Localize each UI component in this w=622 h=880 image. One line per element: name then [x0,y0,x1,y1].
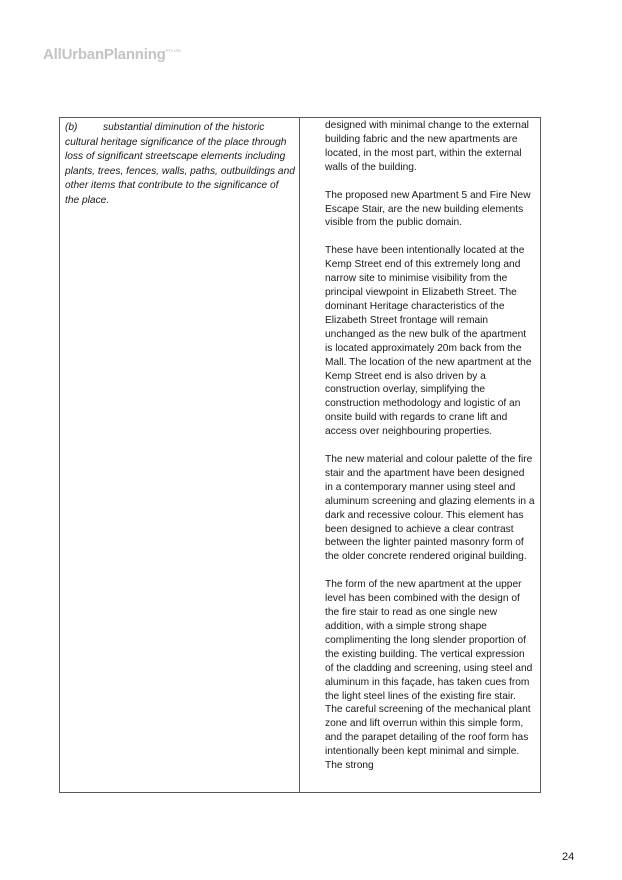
response-paragraph: designed with minimal change to the external building fabric and the new apartments are located, in the most part, within the external walls of the building. [325,120,529,173]
response-paragraph: The proposed new Apartment 5 and Fire New Escape Stair, are the new building elements visible from the public domain. [325,189,531,229]
company-logo [43,46,181,63]
criterion-description: substantial diminution of the historic cultural heritage significance of the place through loss of significant streetscape elements including plants, trees, fences, walls, paths, outbuildings and other items that contribute to the significance of the place. [65,122,295,206]
response-paragraph: These have been intentionally located at the Kemp Street end of this extremely long and narrow site to minimise visibility from the principal viewpoint in Elizabeth Street. The dominant Heritage characteristics of the Elizabeth Street frontage will remain unchanged as the new bulk of the apartment is located approximately 20m back from the Mall. The location of the new apartment at the Kemp Street end is also driven by a construction overlay, simplifying the construction methodology and logistic of an onsite build with regards to crane lift and access over neighbouring properties. [325,245,532,438]
assessment-table [59,117,541,793]
logo-text: AllUrbanPlanning [43,46,166,63]
criterion-cell [60,118,300,792]
page-number: 24 [562,851,575,863]
criterion-text [65,121,295,209]
criterion-marker: (b) [65,122,78,133]
logo-superscript: PTY LTD [165,48,181,53]
response-paragraph: The new material and colour palette of the fire stair and the apartment have been designed in a contemporary manner using steel and aluminum screening and glazing elements in a dark and recessive colour. This element has been designed to achieve a clear contrast between the lighter painted masonry form of the older concrete rendered original building. [325,454,535,563]
response-paragraph: The form of the new apartment at the upper level has been combined with the design of the fire stair to read as one single new addition, with a simple strong shape complimenting the long slender proportion of the existing building. The vertical expression of the cladding and screening, using steel and aluminum in this façade, has taken cues from the light steel lines of the existing fire stair. The careful screening of the mechanical plant zone and lift overrun within this simple form, and the parapet detailing of the roof form has intentionally been kept minimal and simple. The strong [325,579,533,772]
response-cell [300,118,540,792]
